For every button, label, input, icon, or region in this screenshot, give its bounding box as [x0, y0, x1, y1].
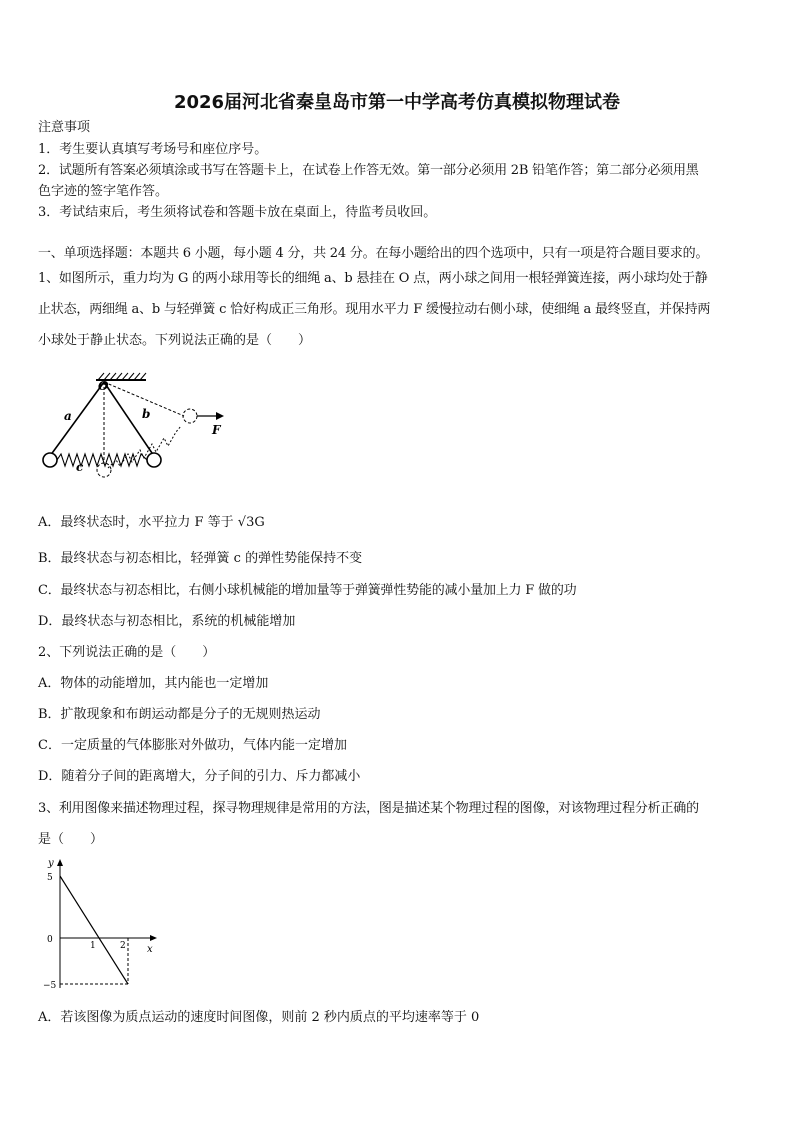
- graph-y-label: y: [48, 858, 54, 869]
- question-2-option-d: D．随着分子间的距离增大，分子间的引力、斥力都减小: [38, 769, 361, 784]
- question-2-option-b: B．扩散现象和布朗运动都是分子的无规则热运动: [38, 707, 321, 722]
- question-1-option-d: D．最终状态与初态相比，系统的机械能增加: [38, 614, 296, 629]
- section-heading: 一、单项选择题：本题共 6 小题，每小题 4 分，共 24 分。在每小题给出的四个选项中，只有一项是符合题目要求的。: [38, 246, 709, 261]
- graph-tick-y0: 0: [47, 935, 53, 945]
- question-1-option-b: B．最终状态与初态相比，轻弹簧 c 的弹性势能保持不变: [38, 551, 363, 566]
- exam-title: 2026届河北省秦皇岛市第一中学高考仿真模拟物理试卷: [173, 92, 621, 113]
- question-1-stem: 止状态，两细绳 a、b 与轻弹簧 c 恰好构成正三角形。现用水平力 F 缓慢拉动右侧小球，使细绳 a 最终竖直，并保持两: [38, 302, 711, 317]
- graph-tick-y5: 5: [47, 873, 53, 883]
- question-2-option-a: A．物体的动能增加，其内能也一定增加: [38, 676, 269, 691]
- question-3-graph: [40, 854, 170, 994]
- label-f: F: [212, 423, 221, 437]
- question-1-stem: 小球处于静止状态。下列说法正确的是（ ）: [38, 333, 312, 348]
- question-2-stem: 2、下列说法正确的是（ ）: [38, 645, 216, 660]
- graph-tick-x2: 2: [120, 941, 126, 951]
- label-o: O: [98, 379, 109, 393]
- notice-item: 2．试题所有答案必须填涂或书写在答题卡上，在试卷上作答无效。第一部分必须用 2B 铅笔作答；第二部分必须用黑: [38, 163, 699, 178]
- question-1-figure: [36, 368, 236, 488]
- label-a: a: [64, 409, 72, 423]
- notice-item: 1．考生要认真填写考场号和座位序号。: [38, 142, 268, 157]
- question-3-stem: 3、利用图像来描述物理过程，探寻物理规律是常用的方法，图是描述某个物理过程的图像，对该物理过程分析正确的: [38, 801, 699, 816]
- question-3-option-a: A．若该图像为质点运动的速度时间图像，则前 2 秒内质点的平均速率等于 0: [38, 1010, 480, 1025]
- label-b: b: [142, 407, 151, 421]
- notice-item: 色字迹的签字笔作答。: [38, 184, 169, 199]
- question-3-stem: 是（ ）: [38, 832, 104, 847]
- graph-x-label: x: [147, 944, 153, 955]
- question-2-option-c: C．一定质量的气体膨胀对外做功，气体内能一定增加: [38, 738, 347, 753]
- notice-heading: 注意事项: [38, 120, 91, 135]
- graph-tick-x1: 1: [90, 941, 96, 951]
- notice-item: 3．考试结束后，考生须将试卷和答题卡放在桌面上，待监考员收回。: [38, 205, 437, 220]
- label-c: c: [76, 460, 84, 474]
- graph-tick-yneg5: −5: [43, 981, 57, 991]
- question-1-stem: 1、如图所示，重力均为 G 的两小球用等长的细绳 a、b 悬挂在 O 点，两小球之间用一根轻弹簧连接，两小球均处于静: [38, 271, 708, 286]
- question-1-option-c: C．最终状态与初态相比，右侧小球机械能的增加量等于弹簧弹性势能的减小量加上力 F 做的功: [38, 583, 577, 598]
- question-1-option-a: A．最终状态时，水平拉力 F 等于 √3G: [38, 515, 265, 530]
